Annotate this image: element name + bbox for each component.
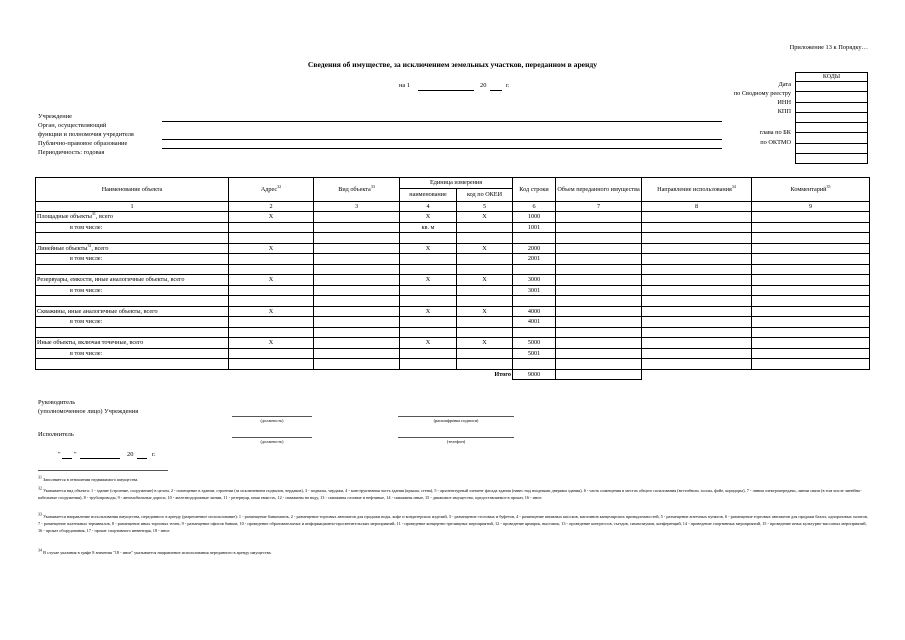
codes-box [795, 72, 868, 164]
head-volume: Объем переданного имущества [556, 178, 642, 202]
row-comment-cell[interactable] [752, 233, 870, 244]
table-row [36, 306, 870, 317]
footnote-separator [38, 470, 168, 471]
code-cell-inn[interactable] [796, 102, 868, 112]
row-address-cell[interactable] [229, 222, 314, 233]
table-row [36, 264, 870, 275]
row-code-cell: 1000 [513, 212, 556, 223]
executor-label: Исполнитель [38, 431, 74, 438]
row-kind-cell[interactable] [314, 222, 400, 233]
row-unit-name-cell[interactable] [400, 233, 457, 244]
row-direction-cell[interactable] [642, 222, 752, 233]
col-num-7: 7 [556, 201, 642, 212]
row-address-cell: X [229, 212, 314, 223]
row-name-cell: в том числе: [36, 285, 229, 296]
row-unit-name-cell: X [400, 212, 457, 223]
row-unit-name-cell[interactable] [400, 327, 457, 338]
row-kind-cell[interactable] [314, 212, 400, 223]
row-kind-cell[interactable] [314, 327, 400, 338]
sign-date-year: 20 [127, 451, 134, 458]
executor-position-caption: (должность) [260, 439, 284, 444]
row-volume-cell[interactable] [556, 348, 642, 359]
row-name-cell: Резервуары, емкости, иные аналогичные объекты, всего [36, 275, 229, 286]
row-volume-cell[interactable] [556, 338, 642, 349]
row-direction-cell[interactable] [642, 317, 752, 328]
sign-date-year-line [137, 458, 147, 459]
code-label-kpp: КПП [777, 108, 791, 115]
head-row-code: Код строки [513, 178, 556, 202]
row-comment-cell[interactable] [752, 243, 870, 254]
row-name-cell: Скважины, иные аналогичные объекты, всего [36, 306, 229, 317]
total-code: 9000 [513, 369, 556, 380]
row-unit-okei-cell[interactable] [457, 317, 513, 328]
total-label: Итого [494, 371, 512, 378]
row-volume-cell[interactable] [556, 296, 642, 307]
row-unit-name-cell[interactable] [400, 317, 457, 328]
row-kind-cell[interactable] [314, 243, 400, 254]
founder-line [162, 139, 722, 140]
row-unit-okei-cell: X [457, 306, 513, 317]
sign-date-month-line [80, 458, 120, 459]
property-table [35, 177, 870, 380]
row-kind-cell[interactable] [314, 233, 400, 244]
row-direction-cell[interactable] [642, 275, 752, 286]
row-address-cell: X [229, 275, 314, 286]
code-label-oktmo: по ОКТМО [760, 139, 791, 146]
row-name-cell: в том числе: [36, 254, 229, 265]
row-volume-cell[interactable] [556, 233, 642, 244]
row-code-cell [513, 264, 556, 275]
row-unit-okei-cell[interactable] [457, 296, 513, 307]
row-code-cell: 2000 [513, 243, 556, 254]
row-name-cell: Иные объекты, включая точечные, всего [36, 338, 229, 349]
org-label-institution: Учреждение [38, 113, 72, 120]
footnote-32: $^{32}$ Указывается вид объекта: 1 - здание (строение, сооружение) в целом, 2 - помещение в здании, строении (за исключением подвалов, чердаков), 3 - подвалы, чердаки, 4 - конструктивная часть здания (крыша, стена), 5 - архитектурный элемент фасада здания (навес над входными дверями здания), 6 - часть помещения в местах общего пользования (вестибюли, холлы, фойе, коридоры), 7 - линии электропередачи, линии связи (в том числе линейно-кабельные сооружения), 8 - трубопроводы, 9 - автомобильные дороги, 10 - железнодорожные линии, 11 - резервуар, иная емкость, 12 - скважины на воду, 13 - скважины газовые и нефтяные, 14 - скважины иные, 15 - движимое имущество, предоставляемое в прокат, 16 - иное. [38, 485, 862, 501]
row-code-cell: 4000 [513, 306, 556, 317]
table-row [36, 327, 870, 338]
code-label-bk: глава по БК [759, 129, 791, 136]
row-name-cell [36, 296, 229, 307]
codes-header: КОДЫ [796, 73, 868, 82]
col-num-6: 6 [513, 201, 556, 212]
row-unit-name-cell[interactable] [400, 254, 457, 265]
institution-line [162, 121, 722, 122]
row-comment-cell[interactable] [752, 359, 870, 370]
code-cell-bk[interactable] [796, 133, 868, 143]
row-kind-cell[interactable] [314, 275, 400, 286]
row-volume-cell[interactable] [556, 264, 642, 275]
row-unit-name-cell: X [400, 338, 457, 349]
document-title: Сведения об имуществе, за исключением земельных участков, переданном в аренду [307, 60, 598, 69]
row-unit-okei-cell[interactable] [457, 254, 513, 265]
row-unit-name-cell: X [400, 275, 457, 286]
row-address-cell: X [229, 306, 314, 317]
row-volume-cell[interactable] [556, 275, 642, 286]
row-comment-cell[interactable] [752, 327, 870, 338]
head-unit-okei: код по ОКЕИ [457, 188, 513, 201]
row-comment-cell[interactable] [752, 212, 870, 223]
row-address-cell: X [229, 243, 314, 254]
row-volume-cell[interactable] [556, 285, 642, 296]
signature-head-line1: Руководитель [38, 399, 76, 406]
row-direction-cell[interactable] [642, 243, 752, 254]
row-code-cell [513, 327, 556, 338]
row-comment-cell[interactable] [752, 317, 870, 328]
col-num-2: 2 [229, 201, 314, 212]
row-unit-okei-cell[interactable] [457, 359, 513, 370]
footnote-33: $^{33}$ Указывается направление использования имущества, переданного в аренду (разрешенное использование): 1 - размещение банкоматов, 2 - размещение торговых автоматов для продажи воды, кофе и кондитерских изделий, 3 - размещение столовых и буфетов, 4 - размещение книжных киосков, магазинов канцелярских принадлежностей, 5 - размещение аптечных пунктов, 6 - размещение торговых автоматов для продажи бахил, одноразовых халатов, 7 - размещение платежных терминалов, 8 - размещение иных торговых точек, 9 - размещение офисов банков, 10 - проведение образовательных и информационно-просветительских мероприятий, 11 - проведение концертно-зрелищных мероприятий, 12 - проведение ярмарок, выставок, 13 - проведение конгрессов, съездов, симпозиумов, конференций, 14 - проведение спортивных мероприятий, 15 - проведение иных культурно-массовых мероприятий, 16 - прокат оборудования, 17 - прокат спортивного инвентаря, 18 - иное. [38, 511, 868, 534]
code-cell-kpp[interactable] [796, 112, 868, 122]
col-num-5: 5 [457, 201, 513, 212]
row-unit-name-cell: X [400, 243, 457, 254]
org-label-body: Орган, осуществляющий [38, 122, 107, 129]
row-unit-okei-cell: X [457, 275, 513, 286]
row-unit-name-cell: кв. м [400, 222, 457, 233]
executor-phone-caption: (телефон) [446, 439, 466, 444]
row-unit-okei-cell[interactable] [457, 233, 513, 244]
date-year-prefix: 20 [480, 82, 487, 89]
table-row [36, 359, 870, 370]
row-comment-cell[interactable] [752, 254, 870, 265]
row-comment-cell[interactable] [752, 222, 870, 233]
code-cell-blank[interactable] [796, 123, 868, 133]
row-code-cell [513, 296, 556, 307]
signature-head-line2: (уполномоченное лицо) Учреждения [38, 408, 139, 415]
row-direction-cell[interactable] [642, 338, 752, 349]
row-unit-okei-cell[interactable] [457, 285, 513, 296]
col-num-3: 3 [314, 201, 400, 212]
table-row [36, 285, 870, 296]
row-code-cell: 5001 [513, 348, 556, 359]
row-address-cell[interactable] [229, 327, 314, 338]
code-label-date: Дата [778, 81, 791, 88]
row-address-cell[interactable] [229, 254, 314, 265]
row-code-cell: 3000 [513, 275, 556, 286]
row-unit-okei-cell[interactable] [457, 264, 513, 275]
head-direction: Направление использования$^{34}$ [642, 178, 752, 202]
col-num-8: 8 [642, 201, 752, 212]
row-comment-cell[interactable] [752, 348, 870, 359]
row-name-cell: в том числе: [36, 348, 229, 359]
head-position-caption: (должность) [260, 418, 284, 423]
row-code-cell: 1001 [513, 222, 556, 233]
footnote-31: $^{31}$ Заполняется в отношении недвижимого имущества. [38, 474, 139, 482]
row-direction-cell[interactable] [642, 327, 752, 338]
table-row [36, 348, 870, 359]
row-name-cell [36, 264, 229, 275]
head-unit: Единица измерения [400, 178, 513, 189]
row-unit-okei-cell[interactable] [457, 348, 513, 359]
row-name-cell [36, 327, 229, 338]
table-row [36, 243, 870, 254]
col-num-4: 4 [400, 201, 457, 212]
row-address-cell[interactable] [229, 296, 314, 307]
row-code-cell [513, 233, 556, 244]
row-kind-cell[interactable] [314, 264, 400, 275]
row-volume-cell[interactable] [556, 306, 642, 317]
code-label-inn: ИНН [777, 99, 791, 106]
row-direction-cell[interactable] [642, 285, 752, 296]
row-volume-cell[interactable] [556, 359, 642, 370]
row-kind-cell[interactable] [314, 359, 400, 370]
row-address-cell[interactable] [229, 233, 314, 244]
row-code-cell [513, 359, 556, 370]
row-name-cell [36, 359, 229, 370]
row-unit-okei-cell: X [457, 212, 513, 223]
row-direction-cell[interactable] [642, 348, 752, 359]
row-volume-cell[interactable] [556, 254, 642, 265]
row-direction-cell[interactable] [642, 212, 752, 223]
row-comment-cell[interactable] [752, 264, 870, 275]
row-kind-cell[interactable] [314, 254, 400, 265]
row-kind-cell[interactable] [314, 296, 400, 307]
row-kind-cell[interactable] [314, 317, 400, 328]
row-address-cell[interactable] [229, 348, 314, 359]
row-kind-cell[interactable] [314, 348, 400, 359]
row-comment-cell[interactable] [752, 338, 870, 349]
org-label-public-entity: Публично-правовое образование [38, 140, 128, 147]
row-comment-cell[interactable] [752, 296, 870, 307]
head-address: Адрес$^{32}$ [229, 178, 314, 202]
row-unit-name-cell[interactable] [400, 348, 457, 359]
row-code-cell: 5000 [513, 338, 556, 349]
row-direction-cell[interactable] [642, 296, 752, 307]
row-name-cell: в том числе: [36, 317, 229, 328]
sign-date-day-line [62, 458, 72, 459]
row-name-cell: в том числе: [36, 222, 229, 233]
row-comment-cell[interactable] [752, 306, 870, 317]
row-code-cell: 2001 [513, 254, 556, 265]
row-unit-okei-cell: X [457, 338, 513, 349]
appendix-note: Приложение 13 к Порядку… [789, 44, 868, 51]
date-prefix: на 1 [399, 82, 411, 89]
row-unit-name-cell: X [400, 306, 457, 317]
head-decode-caption: (расшифровка подписи) [433, 418, 479, 423]
head-unit-name: наименование [400, 188, 457, 201]
row-direction-cell[interactable] [642, 233, 752, 244]
date-day-line [418, 90, 474, 91]
row-unit-name-cell[interactable] [400, 264, 457, 275]
table-row [36, 338, 870, 349]
table-row [36, 317, 870, 328]
row-address-cell: X [229, 338, 314, 349]
table-row [36, 296, 870, 307]
public-entity-line [162, 148, 722, 149]
head-kind: Вид объекта$^{33}$ [314, 178, 400, 202]
table-row [36, 212, 870, 223]
row-comment-cell[interactable] [752, 285, 870, 296]
row-direction-cell[interactable] [642, 306, 752, 317]
row-name-cell [36, 233, 229, 244]
table-row [36, 275, 870, 286]
head-name: Наименование объекта [36, 178, 229, 202]
row-name-cell: Площадные объекты$^{31}$, всего [36, 212, 229, 223]
row-direction-cell[interactable] [642, 359, 752, 370]
code-cell-oktmo[interactable] [796, 143, 868, 153]
row-name-cell: Линейные объекты$^{31}$, всего [36, 243, 229, 254]
row-unit-okei-cell[interactable] [457, 222, 513, 233]
code-label-registry: по Сводному реестру [733, 90, 791, 97]
sign-date-quote-close: " [74, 451, 77, 458]
col-num-9: 9 [752, 201, 870, 212]
row-unit-name-cell[interactable] [400, 296, 457, 307]
row-volume-cell[interactable] [556, 212, 642, 223]
row-volume-cell[interactable] [556, 317, 642, 328]
sign-date-suffix: г. [152, 451, 156, 458]
row-volume-cell[interactable] [556, 327, 642, 338]
row-direction-cell[interactable] [642, 264, 752, 275]
row-unit-name-cell[interactable] [400, 359, 457, 370]
code-cell-date[interactable] [796, 82, 868, 92]
row-kind-cell[interactable] [314, 338, 400, 349]
org-label-founder: функции и полномочия учредителя [38, 131, 134, 138]
col-num-1: 1 [36, 201, 229, 212]
total-volume-cell[interactable] [556, 369, 642, 380]
table-row [36, 233, 870, 244]
row-direction-cell[interactable] [642, 254, 752, 265]
row-kind-cell[interactable] [314, 306, 400, 317]
row-comment-cell[interactable] [752, 275, 870, 286]
table-row [36, 254, 870, 265]
row-address-cell[interactable] [229, 317, 314, 328]
row-address-cell[interactable] [229, 285, 314, 296]
head-comment: Комментарий$^{35}$ [752, 178, 870, 202]
row-unit-name-cell[interactable] [400, 285, 457, 296]
row-unit-okei-cell: X [457, 243, 513, 254]
row-code-cell: 3001 [513, 285, 556, 296]
org-label-periodicity: Периодичность: годовая [38, 149, 105, 156]
date-suffix: г. [506, 82, 510, 89]
row-kind-cell[interactable] [314, 285, 400, 296]
code-cell-registry[interactable] [796, 92, 868, 102]
row-unit-okei-cell[interactable] [457, 327, 513, 338]
date-year-line [490, 90, 502, 91]
row-address-cell[interactable] [229, 264, 314, 275]
code-cell-extra[interactable] [796, 154, 868, 164]
row-address-cell[interactable] [229, 359, 314, 370]
row-code-cell: 4001 [513, 317, 556, 328]
table-row [36, 222, 870, 233]
footnote-34: $^{34}$ В случае указания в графе 8 значения "18 - иное" указывается направление использования переданного в аренду имущества. [38, 547, 272, 555]
sign-date-quote-open: " [58, 451, 61, 458]
row-volume-cell[interactable] [556, 222, 642, 233]
row-volume-cell[interactable] [556, 243, 642, 254]
